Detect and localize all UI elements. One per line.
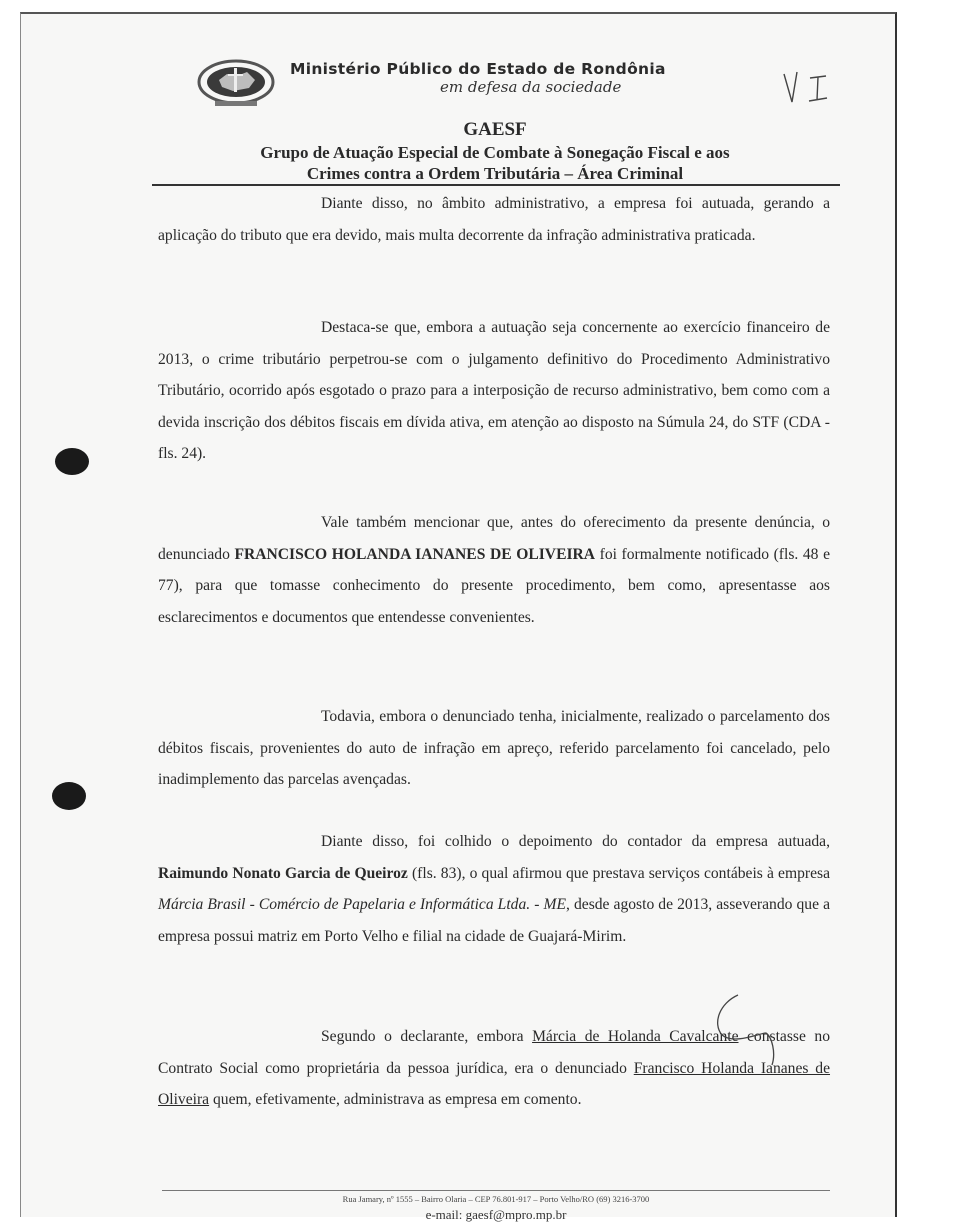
- paragraph-5-before: Diante disso, foi colhido o depoimento do contador da empresa autuada,: [321, 833, 830, 850]
- paragraph-5-after: , desde agosto de 2013, asseverando que a empresa possui matriz em Porto Velho e filial na cidade de Guajará-Mirim.: [158, 896, 830, 945]
- company-name: Márcia Brasil - Comércio de Papelaria e Informática Ltda. - ME: [158, 896, 567, 913]
- footer-address: Rua Jamary, nº 1555 – Bairro Olaria – CEP 76.801-917 – Porto Velho/RO (69) 3216-3700: [342, 1194, 650, 1204]
- accused-name-underlined: Francisco Holanda Iananes de Oliveira: [158, 1059, 831, 1108]
- header-divider: [152, 184, 840, 186]
- group-subtitle-line1: Grupo de Atuação Especial de Combate à Sonegação Fiscal e aos: [260, 143, 730, 162]
- punch-hole-bottom: [52, 782, 86, 810]
- paragraph-4-text: Todavia, embora o denunciado tenha, inicialmente, realizado o parcelamento dos débitos fiscais, provenientes do auto de infração em apreço, referido parcelamento foi cancelado, pelo inadimplemento das parcelas avençadas.: [158, 708, 830, 788]
- institution-name: Ministério Público do Estado de Rondônia: [290, 60, 666, 78]
- handwritten-page-mark: [780, 68, 840, 108]
- paragraph-6-middle: constasse no Contrato Social como proprietária da pessoa jurídica, era o denunciado: [158, 1028, 830, 1077]
- paragraph-3: [158, 507, 830, 633]
- owner-name-underlined: Márcia de Holanda Cavalcante: [532, 1028, 739, 1045]
- group-subtitle-line2: Crimes contra a Ordem Tributária – Área Criminal: [306, 164, 684, 183]
- paragraph-2: [158, 312, 830, 470]
- paragraph-4: [158, 701, 830, 796]
- paragraph-1-text: Diante disso, no âmbito administrativo, a empresa foi autuada, gerando a aplicação do tributo que era devido, mais multa decorrente da infração administrativa praticada.: [158, 195, 830, 244]
- footer-divider: [162, 1190, 830, 1191]
- accountant-name: Raimundo Nonato Garcia de Queiroz: [158, 864, 408, 882]
- paragraph-3-before: Vale também mencionar que, antes do oferecimento da presente denúncia, o denunciado: [158, 514, 830, 563]
- punch-hole-top: [55, 448, 89, 475]
- paragraph-6-before: Segundo o declarante, embora: [321, 1028, 533, 1045]
- paragraph-5-middle: (fls. 83), o qual afirmou que prestava serviços contábeis à empresa: [407, 864, 830, 882]
- footer-email: e-mail: gaesf@mpro.mp.br: [425, 1207, 567, 1222]
- paragraph-6-after: quem, efetivamente, administrava as empresa em comento.: [209, 1091, 582, 1108]
- accused-name-bold: FRANCISCO HOLANDA IANANES DE OLIVEIRA: [234, 545, 596, 563]
- ministerio-publico-seal-logo: [197, 58, 275, 108]
- group-acronym: GAESF: [463, 119, 527, 140]
- paragraph-5: [158, 826, 830, 952]
- paragraph-3-after: foi formalmente notificado (fls. 48 e 77), para que tomasse conhecimento do presente procedimento, bem como, apresentasse aos esclarecimentos e documentos que entendesse convenientes.: [158, 545, 830, 626]
- handwritten-initial-stroke: [700, 993, 790, 1068]
- paragraph-1: [158, 188, 830, 251]
- institution-motto: em defesa da sociedade: [440, 78, 622, 96]
- paragraph-2-text: Destaca-se que, embora a autuação seja concernente ao exercício financeiro de 2013, o crime tributário perpetrou-se com o julgamento definitivo do Procedimento Administrativo Tributário, ocorrido após esgotado o prazo para a interposição de recurso administrativo, bem como com a devida inscrição dos débitos fiscais em dívida ativa, em atenção ao disposto na Súmula 24, do STF (CDA - fls. 24).: [158, 319, 830, 462]
- document-header: [150, 118, 840, 184]
